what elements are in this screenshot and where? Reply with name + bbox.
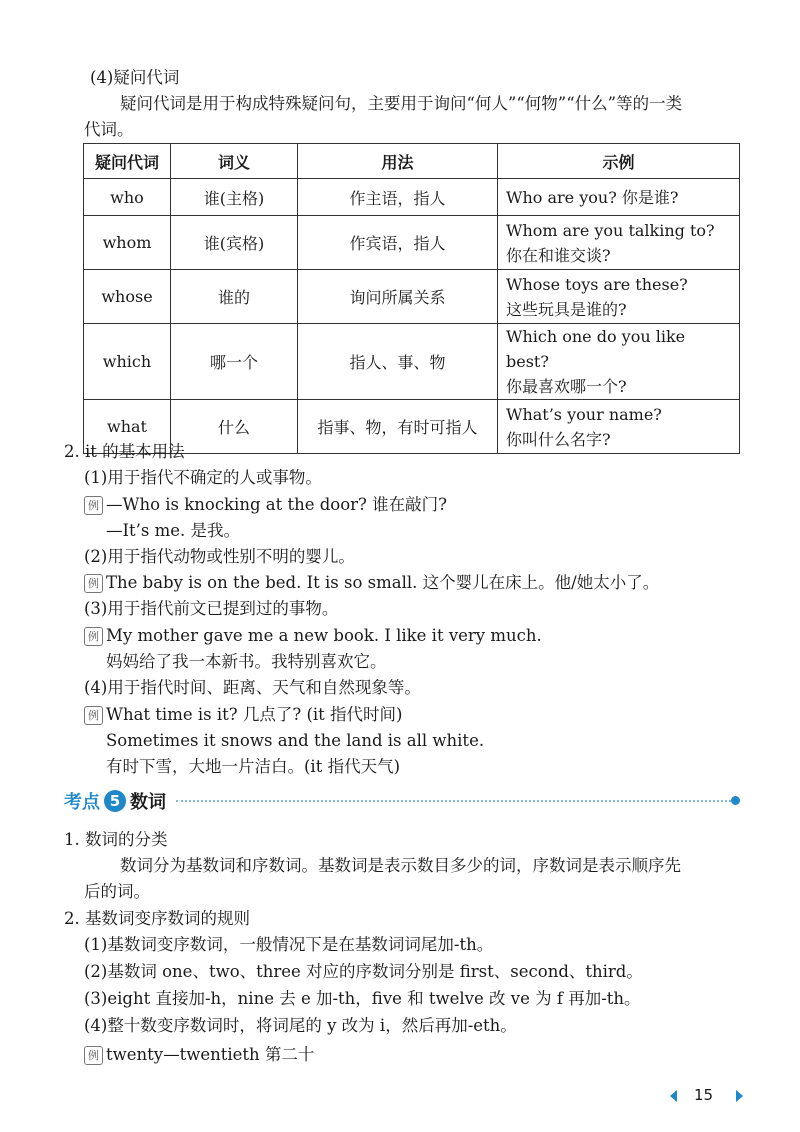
interrogative-pronoun-table [83, 143, 740, 454]
example-translation: 这些玩具是谁的? [506, 299, 627, 319]
meaning-cell: 谁(主格) [171, 179, 298, 216]
section-heading-interrogative-pronouns: (4)疑问代词 [90, 68, 180, 87]
example-cell [498, 179, 740, 216]
usage-cell: 作主语，指人 [298, 179, 498, 216]
pronoun-cell: which [84, 324, 171, 400]
example-translation: 你在和谁交谈? [506, 245, 611, 265]
meaning-cell: 哪一个 [171, 324, 298, 400]
example-mark-icon: 例 [84, 627, 103, 646]
pronoun-cell: who [84, 179, 171, 216]
it-rule-4-example-3: 有时下雪，大地一片洁白。(it 指代天气) [106, 757, 401, 776]
it-rule-3-example-2: 妈妈给了我一本新书。我特别喜欢它。 [106, 652, 387, 671]
numeral-classification-text-2: 后的词。 [84, 882, 150, 901]
it-rule-1: (1)用于指代不确定的人或事物。 [84, 468, 322, 487]
meaning-cell: 谁(宾格) [171, 216, 298, 270]
page-number: 15 [694, 1086, 714, 1104]
ordinal-rule-4: (4)整十数变序数词时，将词尾的 y 改为 i，然后再加-eth。 [84, 1016, 517, 1035]
intro-paragraph-line-1: 疑问代词是用于构成特殊疑问句，主要用于询问“何人”“何物”“什么”等的一类 [120, 94, 683, 113]
example-cell [498, 324, 740, 400]
example-line: Whom are you talking to? [506, 220, 715, 240]
divider-end-dot [731, 796, 740, 805]
example-mark-icon: 例 [84, 706, 103, 725]
it-rule-1-example-2: —It’s me. 是我。 [106, 521, 241, 540]
ordinal-rule-2: (2)基数词 one、two、three 对应的序数词分别是 first、second、third。 [84, 962, 643, 981]
page-navigator [670, 1086, 750, 1106]
dotted-divider [176, 800, 731, 802]
table-row [84, 270, 740, 324]
pronoun-cell: what [84, 400, 171, 454]
example-mark-icon: 例 [84, 1046, 103, 1065]
ordinal-rule-3: (3)eight 直接加-h，nine 去 e 加-th，five 和 twelve 改 ve 为 f 再加-th。 [84, 989, 641, 1008]
example-line: Whose toys are these? [506, 274, 688, 294]
it-rule-2-example: The baby is on the bed. It is so small. 这个婴儿在床上。他/她太小了。 [106, 573, 660, 592]
example-cell [498, 270, 740, 324]
example-line: What’s your name? [506, 404, 662, 424]
example-cell [498, 400, 740, 454]
kaodian-number-badge: 5 [104, 790, 126, 812]
table-header-row [84, 144, 740, 179]
usage-cell: 作宾语，指人 [298, 216, 498, 270]
table-row [84, 179, 740, 216]
it-rule-4-example-2: Sometimes it snows and the land is all white. [106, 731, 485, 750]
pronoun-cell: whom [84, 216, 171, 270]
example-line: Who are you? 你是谁? [506, 187, 679, 207]
usage-cell: 指人、事、物 [298, 324, 498, 400]
numeral-classification-heading: 1. 数词的分类 [64, 830, 168, 849]
table-header-cell: 词义 [171, 144, 298, 179]
it-usage-heading: 2. it 的基本用法 [64, 442, 185, 461]
usage-cell: 询问所属关系 [298, 270, 498, 324]
next-page-arrow-icon[interactable] [736, 1090, 743, 1102]
intro-paragraph-line-2: 代词。 [84, 120, 134, 139]
it-rule-3: (3)用于指代前文已提到过的事物。 [84, 599, 339, 618]
example-mark-icon: 例 [84, 496, 103, 515]
it-rule-2: (2)用于指代动物或性别不明的婴儿。 [84, 547, 355, 566]
it-rule-1-example-1: —Who is knocking at the door? 谁在敲门? [106, 495, 447, 514]
pronoun-cell: whose [84, 270, 171, 324]
table-header-cell: 示例 [498, 144, 740, 179]
it-rule-4: (4)用于指代时间、距离、天气和自然现象等。 [84, 678, 421, 697]
meaning-cell: 什么 [171, 400, 298, 454]
usage-cell: 指事、物，有时可指人 [298, 400, 498, 454]
meaning-cell: 谁的 [171, 270, 298, 324]
example-translation: 你最喜欢哪一个? [506, 377, 627, 396]
example-line: Which one do you like best? [506, 327, 686, 371]
table-row [84, 324, 740, 400]
kaodian-header [64, 788, 166, 814]
kaodian-label: 考点 [64, 792, 100, 813]
numeral-classification-text-1: 数词分为基数词和序数词。基数词是表示数目多少的词，序数词是表示顺序先 [120, 856, 681, 875]
example-translation: 你叫什么名字? [506, 429, 611, 449]
previous-page-arrow-icon[interactable] [670, 1090, 677, 1102]
example-mark-icon: 例 [84, 574, 103, 593]
ordinal-rule-1: (1)基数词变序数词，一般情况下是在基数词词尾加-th。 [84, 935, 494, 954]
table-row [84, 216, 740, 270]
ordinal-rules-heading: 2. 基数词变序数词的规则 [64, 909, 250, 928]
table-header-cell: 疑问代词 [84, 144, 171, 179]
example-cell [498, 216, 740, 270]
it-rule-4-example-1: What time is it? 几点了? (it 指代时间) [106, 705, 403, 724]
kaodian-title: 数词 [130, 792, 166, 813]
it-rule-3-example-1: My mother gave me a new book. I like it very much. [106, 626, 542, 645]
ordinal-example: twenty—twentieth 第二十 [106, 1045, 315, 1064]
table-header-cell: 用法 [298, 144, 498, 179]
